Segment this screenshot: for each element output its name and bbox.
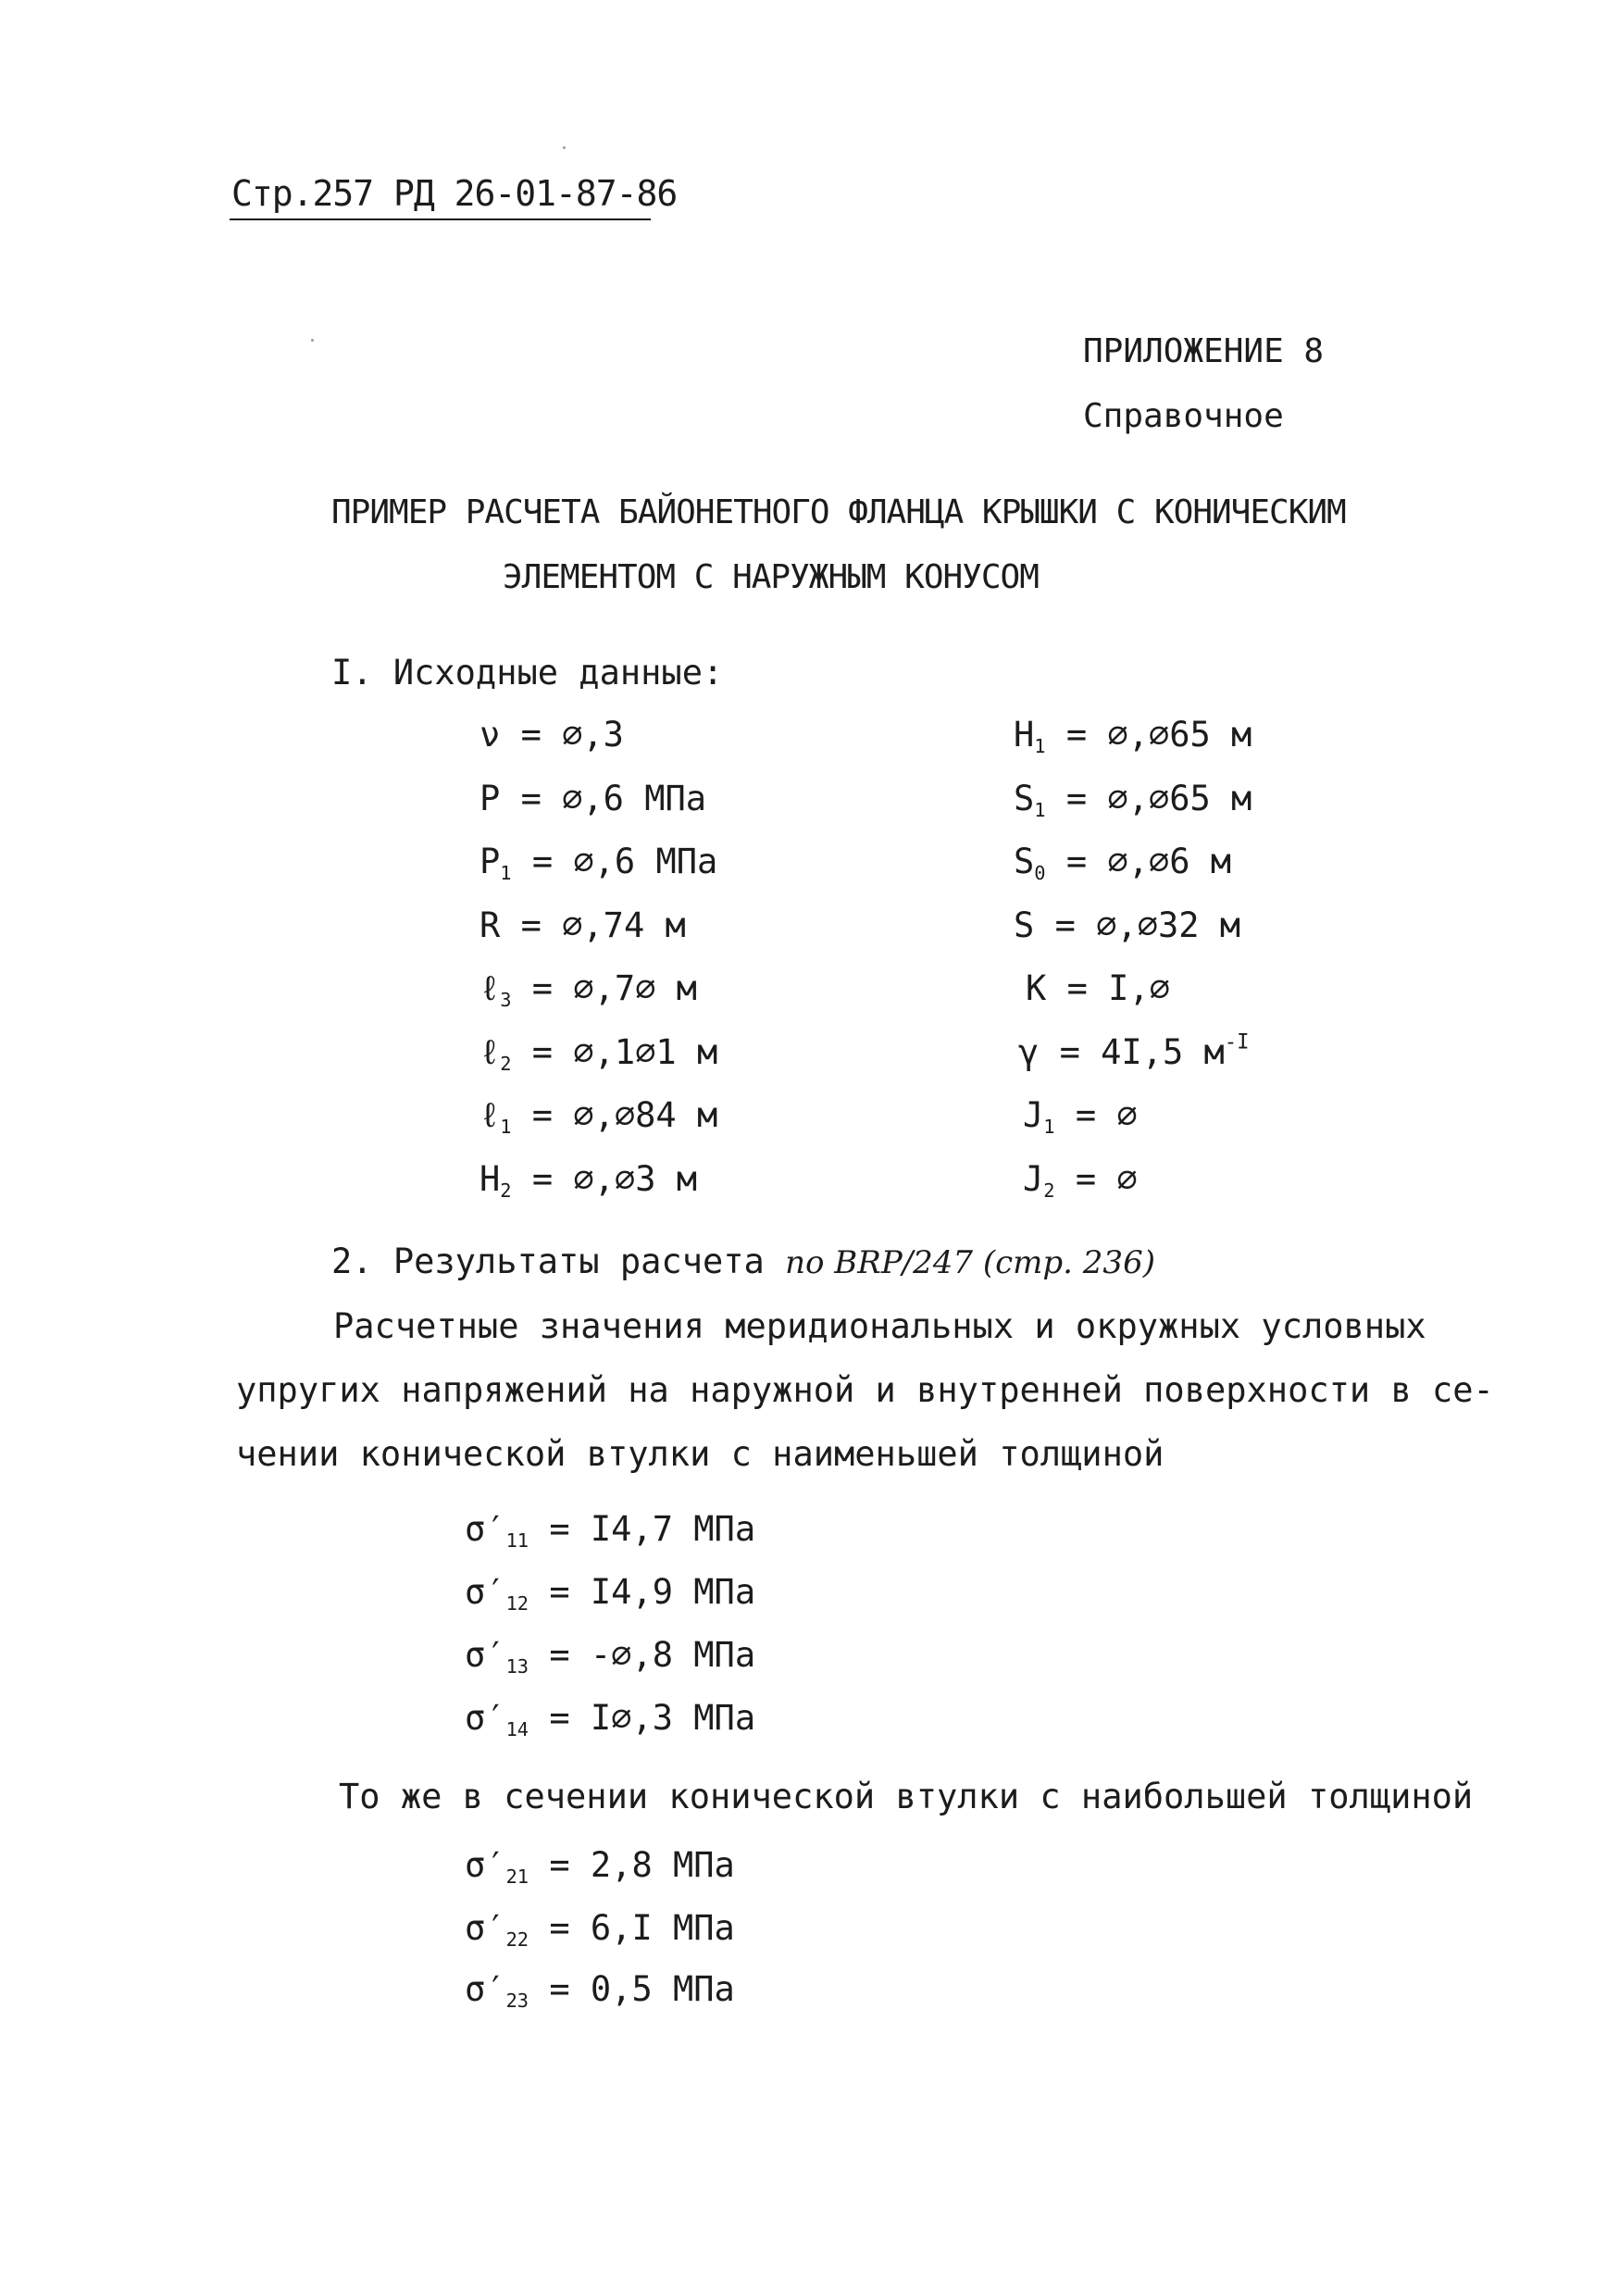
section-1-heading: I. Исходные данные: [331, 653, 724, 693]
header-underline [230, 218, 651, 220]
param-s: S = ∅,∅32 м [1014, 905, 1241, 945]
param-l2: ℓ$_2$ = ∅,1∅1 м [479, 1032, 718, 1076]
stress-12: $\sigma'_{12} = I4,9$ МПа [465, 1572, 756, 1616]
param-s1: $S_1$ = ∅,∅65 м [1014, 779, 1252, 822]
param-j2: $J_2$ = ∅ [1023, 1159, 1138, 1203]
param-l3: ℓ$_3$ = ∅,7∅ м [479, 968, 697, 1012]
paragraph-line-1: Расчетные значения меридиональных и окружных условных [333, 1306, 1426, 1346]
paragraph-line-3: чении конической втулки с наименьшей толщиной [236, 1434, 1164, 1474]
stress-23: $\sigma'_{23} = 0,5$ МПа [465, 1969, 735, 2013]
param-j1: $J_1$ = ∅ [1023, 1095, 1138, 1139]
param-p1: $P_1$ = ∅,6 МПа [479, 842, 718, 885]
scan-speck [563, 146, 566, 149]
param-h1: $H_1$ = ∅,∅65 м [1014, 715, 1252, 758]
param-r: R = ∅,74 м [479, 905, 686, 945]
document-title-line-2: ЭЛЕМЕНТОМ С НАРУЖНЫМ КОНУСОМ [503, 558, 1039, 596]
paragraph-max-thickness: То же в сечении конической втулки с наибольшей толщиной [339, 1777, 1474, 1816]
stress-14: $\sigma'_{14}$ = I∅,3 МПа [465, 1698, 756, 1741]
stress-21: $\sigma'_{21} = 2,8$ МПа [465, 1845, 735, 1889]
param-h2: $H_2$ = ∅,∅3 м [479, 1159, 698, 1203]
stress-11: $\sigma'_{11} = I4,7$ МПа [465, 1509, 756, 1553]
param-gamma: γ = 4I,5 $м^{-I}$ [1018, 1029, 1250, 1072]
param-p: P = ∅,6 МПа [479, 779, 707, 818]
section-2-heading: 2. Результаты расчета по BRP/247 (стр. 236) [331, 1242, 1155, 1281]
stress-13: $\sigma'_{13}$ = -∅,8 МПа [465, 1635, 756, 1678]
paragraph-line-2: упругих напряжений на наружной и внутренней поверхности в се- [236, 1370, 1494, 1410]
document-title-line-1: ПРИМЕР РАСЧЕТА БАЙОНЕТНОГО ФЛАНЦА КРЫШКИ С КОНИЧЕСКИМ [331, 493, 1346, 531]
param-s0: $S_0$ = ∅,∅6 м [1014, 842, 1232, 885]
handwritten-reference: по BRP/247 (стр. 236) [785, 1244, 1155, 1281]
page-reference: Стр.257 РД 26-01-87-86 [231, 173, 678, 214]
param-nu: ν = ∅,3 [479, 715, 624, 755]
param-l1: ℓ$_1$ = ∅,∅84 м [479, 1095, 718, 1139]
stress-22: $\sigma'_{22} = 6,I$ МПа [465, 1908, 735, 1952]
appendix-subtitle: Справочное [1083, 397, 1284, 435]
param-k: K = I,∅ [1026, 968, 1170, 1008]
scan-speck [311, 339, 314, 342]
appendix-title: ПРИЛОЖЕНИЕ 8 [1083, 332, 1325, 370]
